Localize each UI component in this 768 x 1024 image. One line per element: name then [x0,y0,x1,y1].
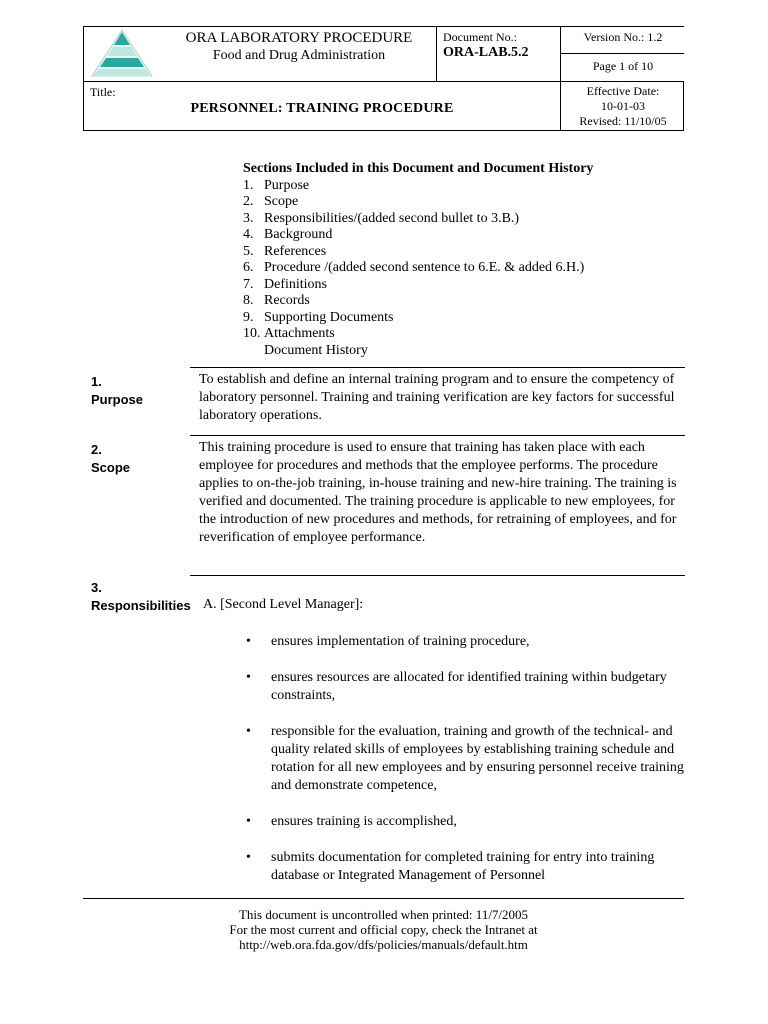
org-line-2: Food and Drug Administration [212,48,386,63]
list-item: 6. Procedure /(added second sentence to 6.E. & added 6.H.) [243,260,585,275]
bullet-icon: • [246,814,251,829]
header-page-cell [560,54,684,81]
header-effective-cell [560,81,684,131]
footer-intranet-link: http://web.ora.fda.gov/dfs/policies/manuals/default.htm [239,937,528,952]
version-number: Version No.: 1.2 [583,30,663,44]
list-item: • ensures implementation of training procedure, [246,634,530,649]
purpose-text: To establish and define an internal training program and to ensure the competency of laboratory personnel. Training and training verification are key factors for successful laboratory operations. [199,372,675,423]
section-label-purpose: 1. Purpose [91,374,144,407]
scope-text: This training procedure is used to ensure that training has taken place with each employee for procedures and methods that the employee performs. The procedure applies to on-the-job training, in-house training and new-hire training. The training is verified and documented. The training procedure is applicable to new employees, for the introduction of new procedures and methods, for retraining of employees, and for reverification of employee performance. [199,440,677,545]
sections-list [243,161,593,359]
header-title-cell [84,81,560,131]
header-org-cell [84,27,436,81]
bullet-icon: • [246,724,251,739]
header-version-cell [560,27,684,54]
sections-heading: Sections Included in this Document and Document History [243,161,594,176]
list-item: • ensures training is accomplished, [246,814,457,829]
list-item: 5. References [243,243,327,259]
bullet-icon: • [246,634,251,649]
doc-no-value: ORA-LAB.5.2 [443,45,529,60]
page-number: Page 1 of 10 [592,59,654,73]
list-item: • responsible for the evaluation, training and growth of the technical- and quality related skills of employees by establishing training schedule and rotation for all new employees and by ensuring personnel receive training and demonstrate competence, [246,724,684,793]
section-divider [190,367,685,368]
effective-date-label: Effective Date: [586,84,660,98]
title-label: Title: [90,85,116,99]
footer-line-1: This document is uncontrolled when printed: 11/7/2005 [238,907,529,922]
document-title: PERSONNEL: TRAINING PROCEDURE [190,101,454,116]
bullet-icon: • [246,850,251,865]
subsection-a-heading: A. [Second Level Manager]: [203,597,364,612]
org-line-1: ORA LABORATORY PROCEDURE [185,30,413,46]
list-item: • submits documentation for completed training for entry into training database or Integrated Management of Personnel [246,850,655,883]
section-divider [190,435,685,436]
footer-divider [83,898,684,899]
ora-pyramid-logo [90,28,154,78]
doc-no-label: Document No.: [443,30,517,44]
footer-line-2: For the most current and official copy, check the Intranet at [229,922,538,937]
list-item: Document History [264,342,368,358]
page-footer [83,907,684,952]
bullet-icon: • [246,670,251,685]
effective-date-block [561,84,685,129]
section-label-responsibilities: 3. Responsibilities [91,580,191,613]
list-item: 8. Records [243,293,310,308]
revised-date: Revised: 11/10/05 [579,114,667,128]
list-item: 3. Responsibilities/(added second bullet to 3.B.) [243,210,520,226]
list-item: 4. Background [243,227,333,242]
responsibilities-bullet-list [246,633,686,903]
list-item: • ensures resources are allocated for identified training within budgetary constraints, [246,670,667,703]
list-item: 10. Attachments [243,326,335,341]
section-divider [190,575,685,576]
document-header [83,26,684,131]
effective-date: 10-01-03 [601,99,645,113]
section-label-scope: 2. Scope [91,442,131,475]
list-item: 7. Definitions [243,276,327,292]
list-item: 1. Purpose [243,177,310,193]
list-item: 9. Supporting Documents [243,309,394,325]
list-item: 2. Scope [243,194,299,209]
